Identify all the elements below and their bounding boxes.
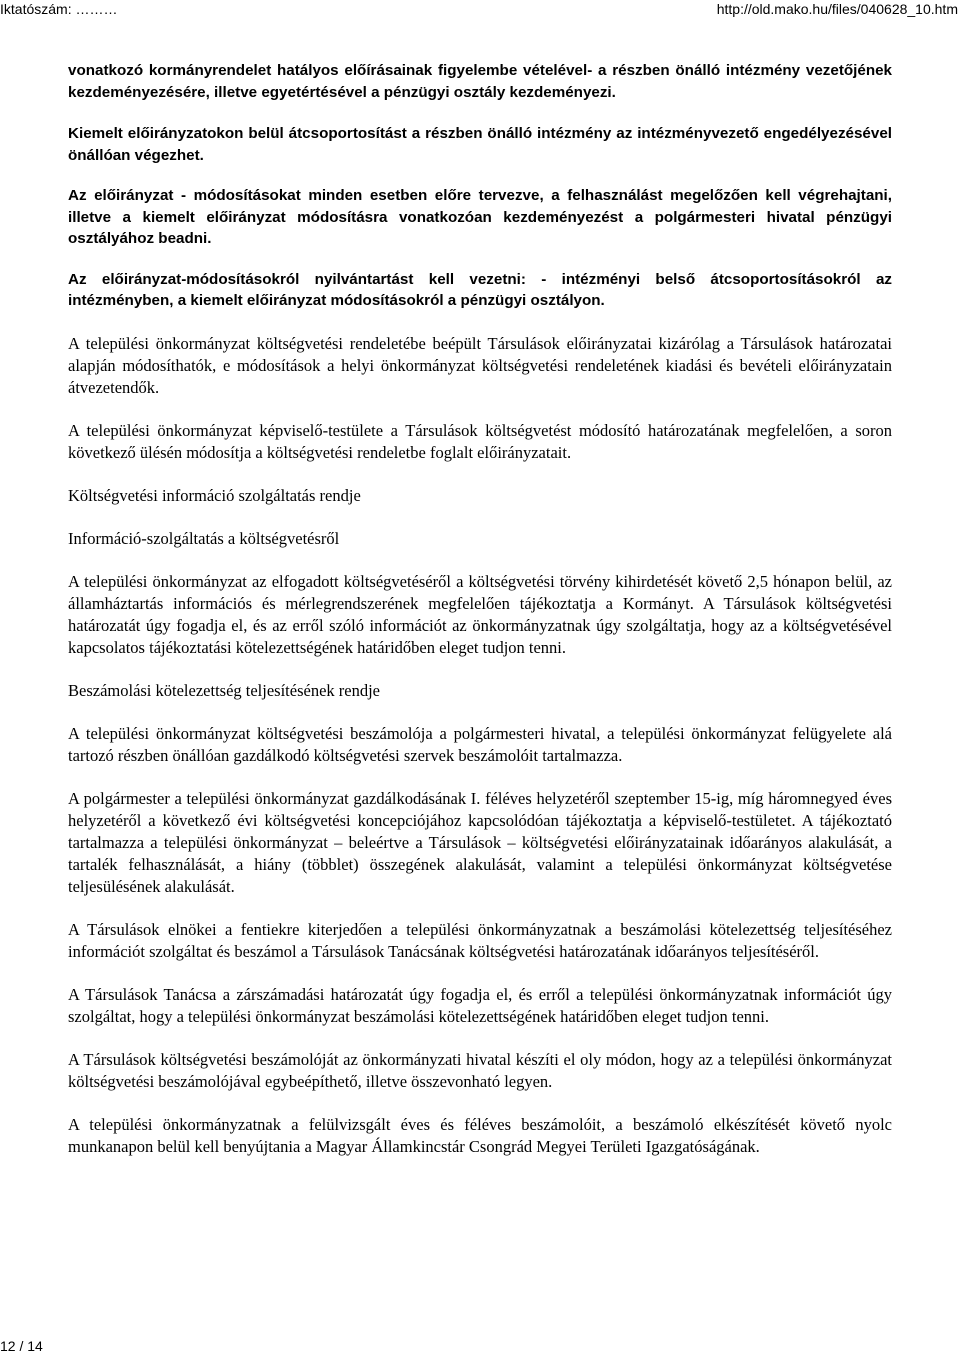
subsection-heading-information-budget: Információ-szolgáltatás a költségvetésről — [68, 528, 340, 548]
paragraph-9: A polgármester a települési önkormányzat gazdálkodásának I. féléves helyzetéről szeptember 15-ig, míg háromnegyed éves helyzetéről a következő évi költségvetési koncepciójához kapcsolódóan tájékoztatja a képviselő-testületet. A tájékoztató tartalmazza a települési önkormányzat – beleértve a Társulások – költségvetési előirányzatainak időarányos alakulását, a tartalék felhasználását, a hiány (többlet) összegének alakulását, valamint a települési önkormányzat költségvetése teljesülésének alakulását. — [68, 788, 892, 896]
paragraph-11: A Társulások Tanácsa a zárszámadási határozatát úgy fogadja el, és erről a települési önkormányzatnak információt úgy szolgáltat, hogy a települési önkormányzat beszámolási kötelezettségének határidőben eleget tudjon tenni. — [68, 984, 892, 1026]
paragraph-12: A Társulások költségvetési beszámolóját az önkormányzati hivatal készíti el oly módon, hogy az a települési önkormányzat költségvetési beszámolójával egybeépíthető, illetve összevonható legyen. — [68, 1049, 892, 1091]
paragraph-5: A települési önkormányzat költségvetési rendeletébe beépült Társulások előirányzatai kizárólag a Társulások határozatai alapján módosíthatók, e módosítások a helyi önkormányzat költségvetési rendeletének kiadási és bevételi előirányzatain átvezetendők. — [68, 333, 892, 397]
paragraph-1: vonatkozó kormányrendelet hatályos előírásainak figyelembe vételével- a részben önálló intézmény vezetőjének kezdeményezésére, illetve egyetértésével a pénzügyi osztály kezdeményezi. — [68, 62, 892, 101]
paragraph-2: Kiemelt előirányzatokon belül átcsoportosítást a részben önálló intézmény az intézményvezető engedélyezésével önállóan végezhet. — [68, 125, 892, 164]
paragraph-4: Az előirányzat-módosításokról nyilvántartást kell vezetni: - intézményi belső átcsoportosításokról az intézményben, a kiemelt előirányzat módosításokról a pénzügyi osztályon. — [68, 270, 892, 309]
section-heading-information-service: Költségvetési információ szolgáltatás rendje — [68, 485, 361, 505]
paragraph-13: A települési önkormányzatnak a felülvizsgált éves és féléves beszámolóit, a beszámoló elkészítését követő nyolc munkanapon belül kell benyújtania a Magyar Államkincstár Csongrád Megyei Területi Igazgatóságának. — [68, 1114, 892, 1156]
paragraph-3: Az előirányzat - módosításokat minden esetben előre tervezve, a felhasználást megelőzően kell végrehajtani, illetve a kiemelt előirányzat módosításra vonatkozóan kezdeményezést a polgármesteri hivatal pénzügyi osztályához beadni. — [68, 187, 892, 247]
paragraph-6: A települési önkormányzat képviselő-testülete a Társulások költségvetést módosító határozatának megfelelően, a soron következő ülésén módosítja a költségvetési rendeletbe foglalt előirányzatait. — [68, 420, 892, 462]
paragraph-7: A települési önkormányzat az elfogadott költségvetéséről a költségvetési törvény kihirdetését követő 2,5 hónapon belül, az államháztartás információs és mérlegrendszerének megfelelően tájékoztatja a Kormányt. A Társulások költségvetési határozatát úgy fogadja el, és az erről szóló információt az önkormányzatnak úgy szolgáltatja, hogy az a költségvetésével kapcsolatos tájékoztatási kötelezettségének határidőben eleget tudjon tenni. — [68, 571, 892, 657]
document-id-label: Iktatószám: ……… — [0, 1, 118, 17]
source-url[interactable]: http://old.mako.hu/files/040628_10.htm — [716, 1, 958, 17]
paragraph-8: A települési önkormányzat költségvetési beszámolója a polgármesteri hivatal, a települési önkormányzat felügyelete alá tartozó részben önállóan gazdálkodó költségvetési szervek beszámolóit tartalmazza. — [68, 723, 892, 765]
paragraph-10: A Társulások elnökei a fentiekre kiterjedően a települési önkormányzatnak a beszámolási kötelezettség teljesítéséhez információt szolgáltat és beszámol a Társulások Tanácsának költségvetési határozatának időarányos teljesítéséről. — [68, 919, 892, 961]
section-heading-reporting-obligation: Beszámolási kötelezettség teljesítésének rendje — [68, 680, 381, 700]
page-number: 12 / 14 — [0, 1338, 43, 1354]
document-body — [68, 60, 892, 1158]
